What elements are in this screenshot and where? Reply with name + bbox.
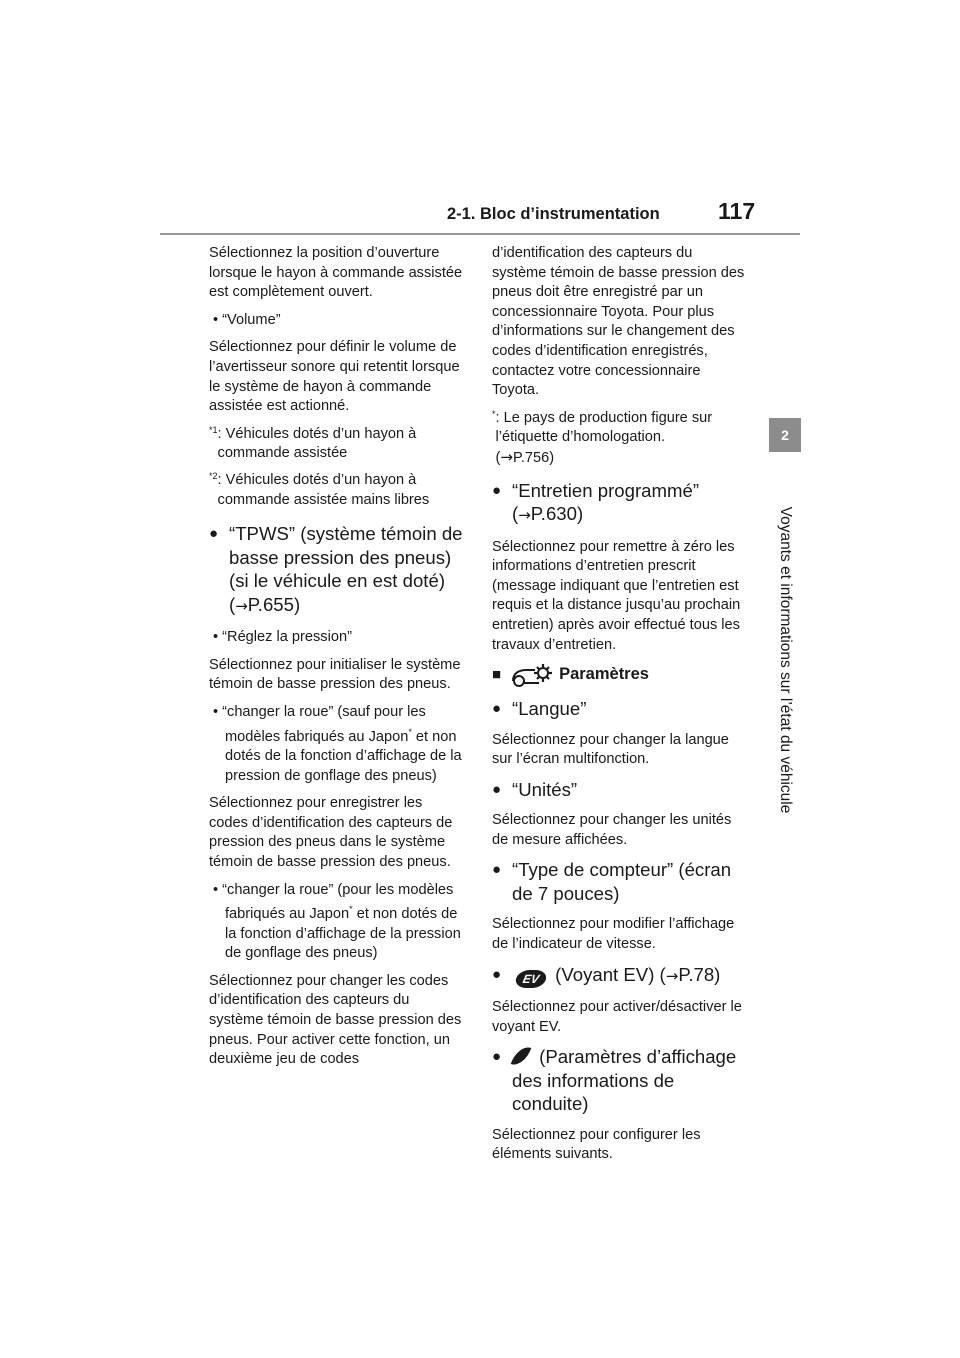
left-column [209,244,465,1078]
paragraph: Sélectionnez pour remettre à zéro les informations d’entretien prescrit (message indiquant que l’entretien est requis et la distance jusqu’au prochain entretien) après avoir effectué tous les travaux d’entretien. [492,538,741,653]
bullet-dot: ● [492,481,502,499]
page-reference: P.756) [512,449,555,466]
heading-unites [492,778,748,802]
footnote-mark: * [349,904,353,915]
footnote-mark: * [492,408,496,419]
chapter-tab-number: 2 [769,418,801,452]
page-reference: P.655) [247,593,301,615]
square-bullet: ■ [492,666,502,684]
list-item-text: • “changer la roue” (pour les modèles fabriqués au Japon [213,881,454,922]
heading-text: (Voyant EV) ( [555,963,666,985]
paragraph: Sélectionnez la position d’ouverture lorsque le hayon à commande assistée est complètement ouvert. [209,245,463,301]
paragraph: Sélectionnez pour modifier l’affichage de l’indicateur de vitesse. [492,916,735,953]
footnote-text: : Véhicules dotés d’un hayon à commande assistée [217,425,417,462]
arrow-icon: → [500,447,513,466]
paragraph: Sélectionnez pour activer/désactiver le voyant EV. [492,999,742,1035]
bullet-dot: ● [209,525,219,543]
heading-text: “Type de compteur” (écran de 7 pouces) [512,859,732,904]
bullet-dot: ● [492,965,502,983]
paragraph: Sélectionnez pour changer la langue sur l’écran multifonction. [492,731,729,768]
arrow-icon: → [518,506,531,525]
footnote-text: : Véhicules dotés d’un hayon à commande assistée mains libres [217,471,430,508]
section-heading-text: Paramètres [559,665,649,684]
heading-text: “Unités” [512,778,578,800]
paragraph: Sélectionnez pour configurer les éléments suivants. [492,1126,701,1163]
section-heading-parametres [492,663,748,687]
heading-eco-display [492,1045,748,1116]
page-number: 117 [718,198,756,224]
list-item-text: et non dotés de la fonction d’affichage de la pression de gonflage des pneus) [225,905,461,962]
paragraph: d’identification des capteurs du système témoin de basse pression des pneus doit être enregistré par un concessionnaire Toyota. Pour plus d’informations sur le changement des codes d’identification enregistrés, contactez votre concessionnaire Toyota. [492,245,745,399]
heading-text: “TPWS” (système témoin de basse pression des pneus) (si le véhicule en est doté) [229,523,463,592]
paragraph: Sélectionnez pour changer les unités de mesure affichées. [492,812,732,848]
paragraph: Sélectionnez pour initialiser le système témoin de basse pression des pneus. [209,656,461,693]
heading-type-compteur [492,858,748,905]
footnote-mark: *2 [209,470,218,481]
heading-text: (Paramètres d’affichage des informations de conduite) [512,1046,737,1115]
ev-indicator-icon: EV [514,970,548,988]
page-reference: P.78) [678,963,721,985]
list-item-changer-roue-1 [209,703,465,786]
ref-paren: ( [512,503,519,525]
list-item-pression: • “Réglez la pression” [213,629,352,646]
footnote-star [492,409,748,469]
eco-leaf-icon [511,1044,532,1069]
bullet-dot: ● [492,700,502,718]
list-item-changer-roue-2 [209,881,465,964]
header-rule [160,233,800,235]
heading-text: “Langue” [512,698,587,720]
list-item-text: • “changer la roue” (sauf pour les modèles fabriqués au Japon [213,703,426,745]
bullet-dot: ● [492,861,502,879]
footnote-1 [209,425,465,464]
footnote-2 [209,471,465,510]
bullet-dot: ● [492,780,502,798]
ref-paren: ( [495,449,501,466]
paragraph: Sélectionnez pour changer les codes d’identification des capteurs du système témoin de basse pression des pneus. Pour activer cette fonction, un deuxième jeu de codes [209,972,462,1068]
right-column [492,244,748,1173]
heading-text: “Entretien programmé” [512,479,700,501]
footnote-text [496,409,748,469]
bullet-dot: ● [492,1048,502,1066]
heading-tpws [209,522,465,618]
page-reference: P.630) [530,503,584,525]
heading-voyant-ev [492,963,748,989]
section-title: 2-1. Bloc d’instrumentation [447,205,660,223]
heading-langue [492,697,748,721]
arrow-icon: → [235,596,248,615]
footnote-mark: *1 [209,424,218,435]
ref-paren: ( [229,593,236,615]
arrow-icon: → [665,966,679,985]
list-item-text: et non dotés de la fonction d’affichage de la pression de gonflage des pneus) [225,728,462,784]
footnote-mark: * [408,726,412,737]
chapter-tab-label-text: Voyants et informations sur l’état du véhicule [777,506,794,814]
paragraph: Sélectionnez pour enregistrer les codes d’identification des capteurs de pression des pneus dans le système témoin de basse pression des pneus. [209,795,453,870]
footnote-body: : Le pays de production figure sur l’étiquette d’homologation. [495,409,713,446]
list-item-volume: • “Volume” [213,311,281,328]
paragraph: Sélectionnez pour définir le volume de l’avertisseur sonore qui retentit lorsque le système de hayon à commande assistée est actionné. [209,339,460,415]
settings-car-gear-icon [509,663,553,687]
heading-entretien [492,479,748,528]
